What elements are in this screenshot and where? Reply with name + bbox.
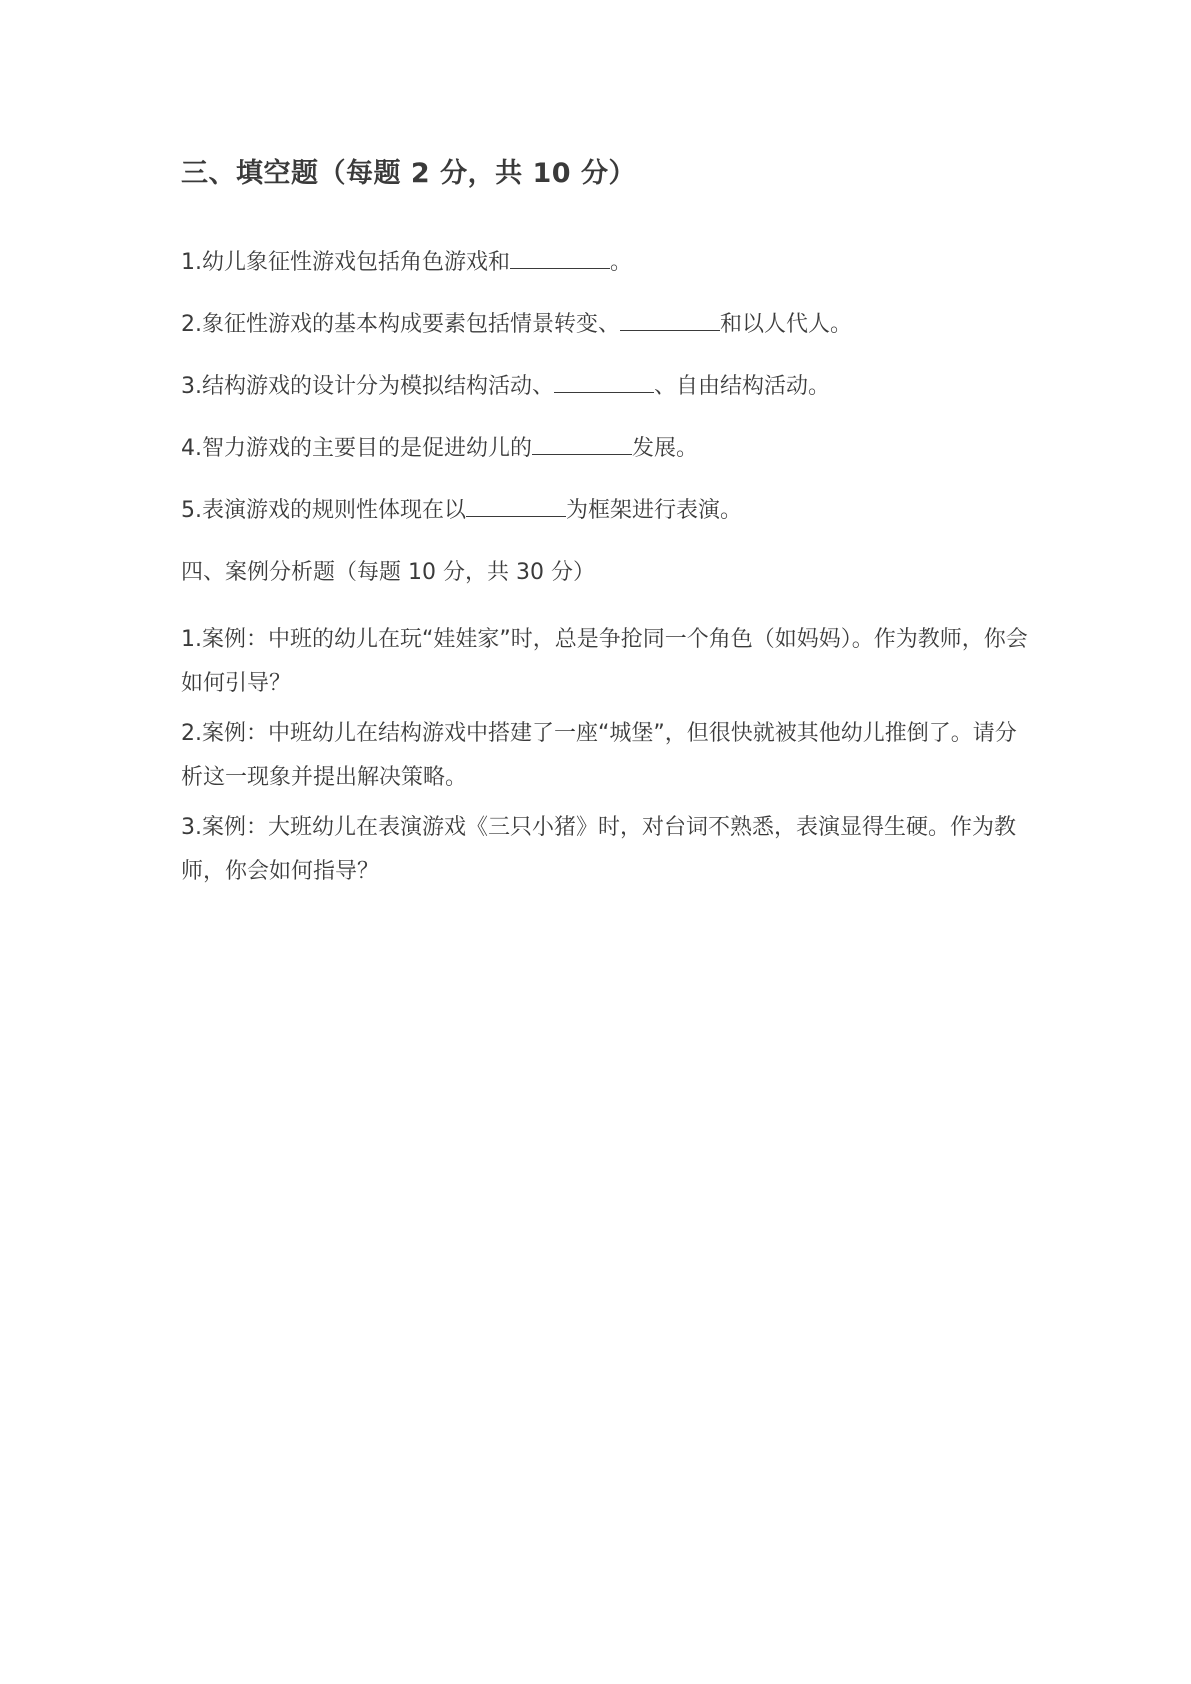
question-text: 3.结构游戏的设计分为模拟结构活动、 [181,374,554,399]
question-text: 4.智力游戏的主要目的是促进幼儿的 [181,436,532,461]
fill-in-section-title: 三、填空题（每题 2 分，共 10 分） [181,158,636,189]
answer-blank [466,496,566,517]
question-text-end: 和以人代人。 [720,312,853,337]
fill-in-question-2 [181,308,1021,342]
page-content [181,154,1028,900]
case-question-3: 3.案例：大班幼儿在表演游戏《三只小猪》时，对台词不熟悉，表演显得生硬。作为教师，你会如何指导？ [181,815,1016,884]
fill-in-question-1 [181,246,1021,280]
question-text-end: 为框架进行表演。 [566,498,743,523]
case-question-1: 1.案例：中班的幼儿在玩“娃娃家”时，总是争抢同一个角色（如妈妈）。作为教师，你会如何引导？ [181,627,1028,696]
answer-blank [532,434,632,455]
answer-blank [620,310,720,331]
fill-in-question-4 [181,432,1021,466]
case-question-list [181,618,1028,894]
answer-blank [510,248,610,269]
question-text: 5.表演游戏的规则性体现在以 [181,498,466,523]
case-question-2: 2.案例：中班幼儿在结构游戏中搭建了一座“城堡”，但很快就被其他幼儿推倒了。请分析这一现象并提出解决策略。 [181,721,1017,790]
fill-in-question-5 [181,494,1021,528]
answer-blank [554,372,654,393]
question-text-end: 。 [610,250,633,275]
fill-in-question-3 [181,370,1021,404]
fill-in-question-list [181,246,1021,528]
question-text-end: 发展。 [632,436,699,461]
question-text-end: 、自由结构活动。 [654,374,831,399]
case-analysis-section-title: 四、案例分析题（每题 10 分，共 30 分） [181,560,595,585]
question-text: 2.象征性游戏的基本构成要素包括情景转变、 [181,312,620,337]
question-text: 1.幼儿象征性游戏包括角色游戏和 [181,250,510,275]
